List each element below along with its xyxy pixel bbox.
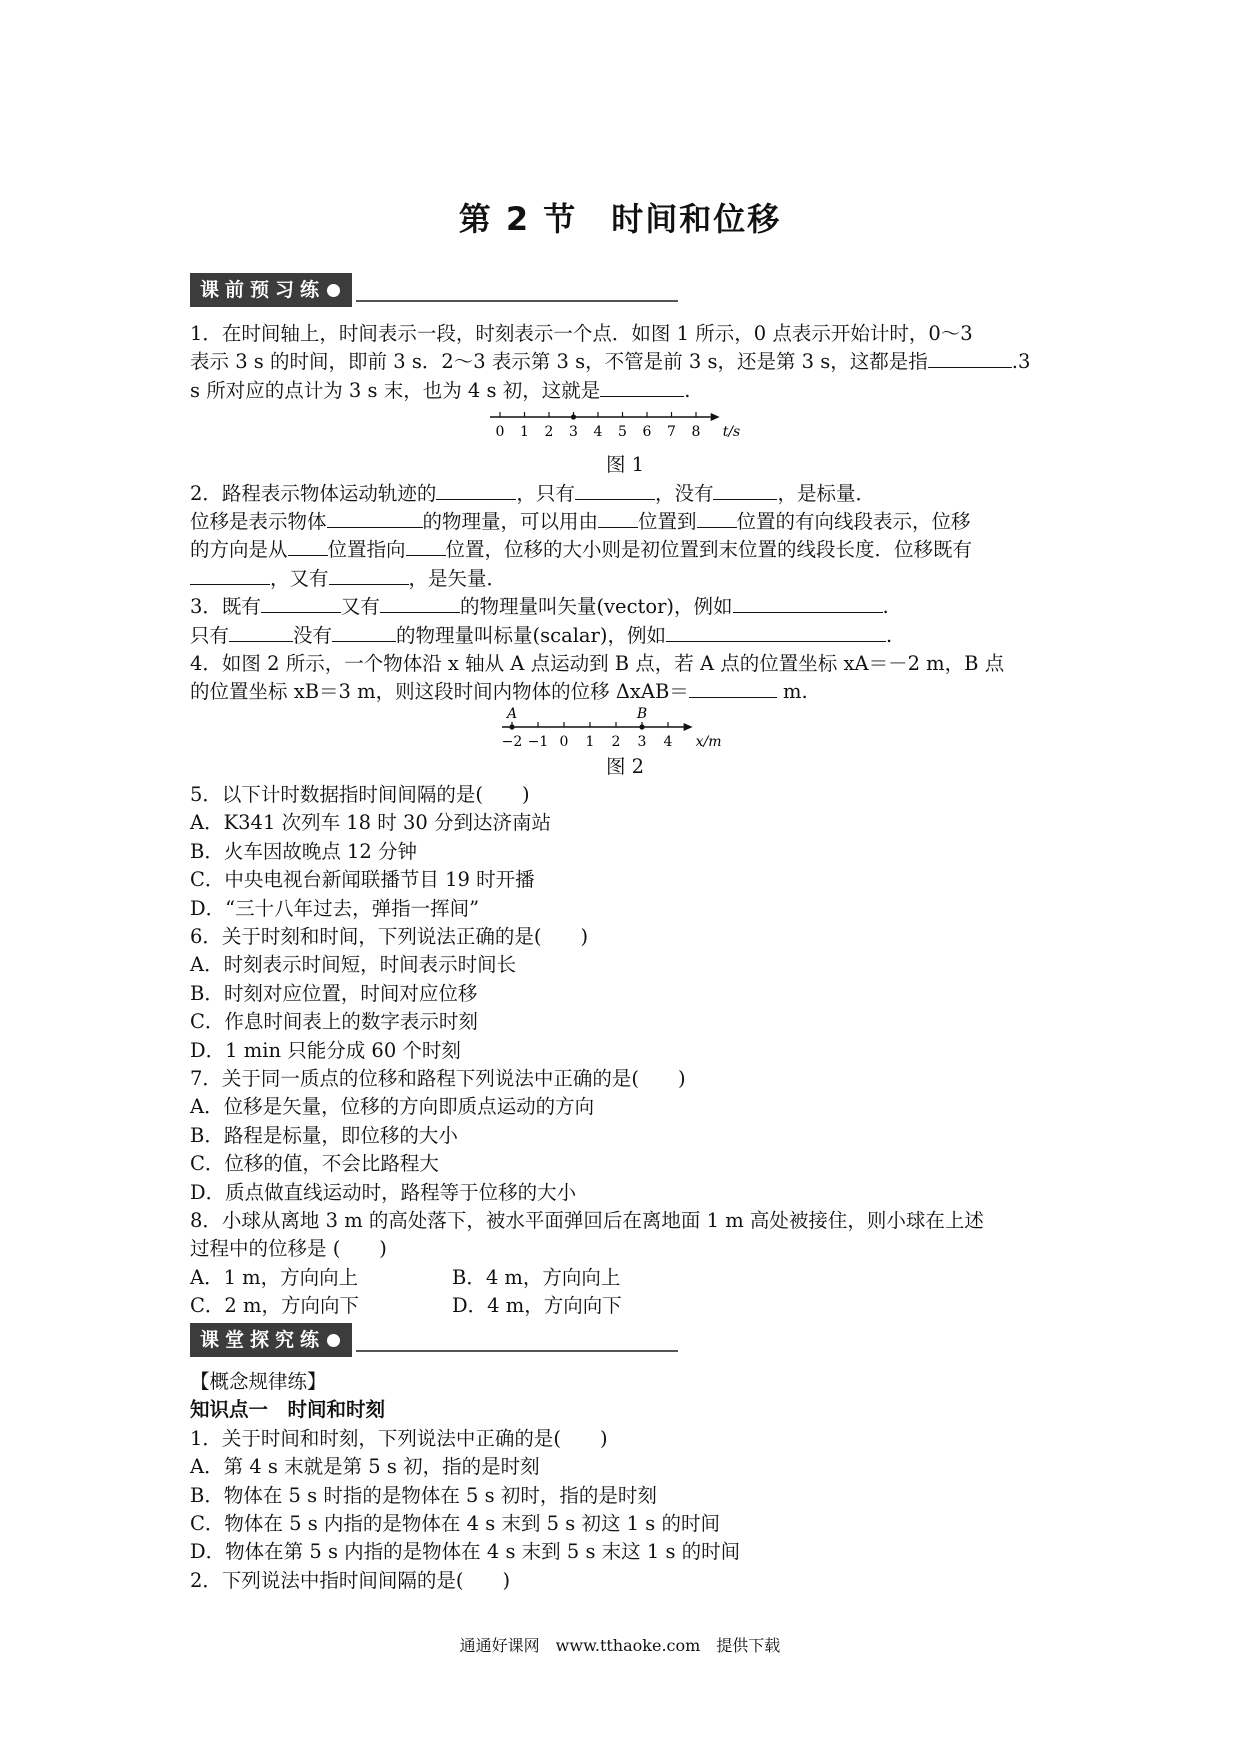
answer-blank — [327, 509, 423, 528]
question-8-options-row — [190, 1264, 1060, 1292]
tick-label: −2 — [501, 733, 523, 750]
section-rule — [356, 1350, 678, 1352]
class-question-1-option: D．物体在第 5 s 内指的是物体在 4 s 末到 5 s 末这 1 s 的时间 — [190, 1540, 741, 1564]
tick-label: 5 — [618, 424, 627, 441]
figure-2-caption: 图 2 — [605, 754, 645, 778]
question-7-option: D．质点做直线运动时，路程等于位移的大小 — [190, 1180, 577, 1204]
page-footer: 通通好课网 www.tthaoke.com 提供下载 — [459, 1636, 781, 1655]
question-2-line: ，又有 ，是矢量． — [190, 565, 1060, 593]
question-4-line: 的位置坐标 xB＝3 m，则这段时间内物体的位移 ΔxAB＝ m. — [190, 680, 808, 704]
answer-blank — [733, 594, 883, 613]
tick-label: 0 — [495, 424, 505, 441]
question-1-line: 表示 3 s 的时间，即前 3 s．2～3 表示第 3 s，不管是前 3 s，还是第 3 s，这都是指 .3 — [190, 350, 1031, 374]
answer-blank — [575, 481, 655, 500]
answer-blank — [288, 537, 328, 556]
answer-blank — [332, 623, 396, 642]
question-3-line: 3．既有 又有 的物理量叫矢量(vector)，例如 . — [190, 595, 889, 619]
question-8-option: D．4 m，方向向下 — [452, 1294, 622, 1318]
question-6-option: D．1 min 只能分成 60 个时刻 — [190, 1038, 461, 1062]
figure-1-caption: 图 1 — [605, 453, 645, 477]
question-8-option: B．4 m，方向向上 — [452, 1265, 621, 1289]
tick-label: 4 — [593, 424, 603, 441]
tick-label: 1 — [520, 424, 529, 441]
axis-arrow-icon — [711, 413, 720, 421]
answer-blank — [261, 594, 341, 613]
question-6-option: A．时刻表示时间短，时间表示时间长 — [190, 953, 517, 977]
answer-blank — [666, 623, 886, 642]
page-title: 第 2 节 时间和位移 — [458, 200, 782, 238]
answer-blank — [406, 537, 446, 556]
tick-label: 8 — [691, 424, 701, 441]
question-1-line: s 所对应的点计为 3 s 末，也为 4 s 初，这就是 . — [190, 378, 691, 402]
section-label: 课堂探究练 — [200, 1329, 326, 1351]
answer-blank — [436, 481, 516, 500]
question-5-option: A．K341 次列车 18 时 30 分到达济南站 — [190, 811, 551, 835]
tick-label: 7 — [667, 424, 676, 441]
question-6-option: C．作息时间表上的数字表示时刻 — [190, 1010, 478, 1034]
tick-label: 2 — [611, 733, 621, 750]
class-question-1-option: C．物体在 5 s 内指的是物体在 4 s 末到 5 s 初这 1 s 的时间 — [190, 1511, 720, 1535]
question-5-option: C．中央电视台新闻联播节目 19 时开播 — [190, 868, 535, 892]
figure-2-number-line — [190, 707, 1060, 753]
question-6-option: B．时刻对应位置，时间对应位移 — [190, 981, 478, 1005]
answer-blank — [600, 378, 684, 397]
tick-label: −1 — [527, 733, 549, 750]
class-question-1-option: A．第 4 s 末就是第 5 s 初，指的是时刻 — [190, 1455, 540, 1479]
axis-point — [639, 724, 644, 729]
answer-blank — [928, 349, 1012, 368]
class-question-1-option: B．物体在 5 s 时指的是物体在 5 s 初时，指的是时刻 — [190, 1483, 657, 1507]
point-label: B — [636, 706, 648, 722]
question-7-option: B．路程是标量，即位移的大小 — [190, 1123, 458, 1147]
axis-unit-label: x/m — [695, 733, 722, 750]
question-1-line: 1．在时间轴上，时间表示一段，时刻表示一个点．如图 1 所示，0 点表示开始计时，0～3 — [190, 322, 973, 345]
classroom-exercises — [190, 1368, 1060, 1595]
axis-point — [509, 724, 514, 729]
answer-blank — [329, 566, 409, 585]
topic-heading: 知识点一 时间和时刻 — [190, 1398, 386, 1422]
tick-label: 4 — [663, 733, 673, 750]
tick-label: 3 — [569, 424, 578, 441]
tick-label: 6 — [642, 424, 652, 441]
figure-1-timeline — [190, 405, 1060, 451]
answer-blank — [689, 679, 777, 698]
section-header-classroom — [190, 1323, 678, 1357]
tick-label: 3 — [637, 733, 647, 750]
point-label: A — [506, 706, 518, 722]
question-2-line: 位移是表示物体 的物理量，可以用由 位置到 位置的有向线段表示，位移 — [190, 509, 971, 533]
section-rule — [356, 300, 678, 302]
preview-exercises — [190, 320, 1060, 1321]
axis-unit-label: t/s — [722, 424, 741, 441]
question-2-line: 2．路程表示物体运动轨迹的 ，只有 ，没有 ，是标量． — [190, 481, 875, 505]
question-3-line: 只有 没有 的物理量叫标量(scalar)，例如 . — [190, 623, 893, 647]
question-8-stem: 过程中的位移是 ( ) — [190, 1237, 387, 1261]
question-5-option: B．火车因故晚点 12 分钟 — [190, 839, 418, 863]
position-axis — [190, 707, 1060, 753]
answer-blank — [713, 481, 777, 500]
question-2-line: 的方向是从 位置指向 位置，位移的大小则是初位置到末位置的线段长度．位移既有 — [190, 538, 973, 562]
answer-blank — [598, 509, 638, 528]
bullet-dot-icon — [327, 284, 340, 297]
question-5-stem: 5．以下计时数据指时间间隔的是( ) — [190, 783, 530, 807]
tick-label: 0 — [559, 733, 569, 750]
question-7-option: A．位移是矢量，位移的方向即质点运动的方向 — [190, 1095, 595, 1119]
question-8-options-row — [190, 1292, 1060, 1320]
subsection-heading: 【概念规律练】 — [190, 1370, 327, 1393]
question-7-option: C．位移的值，不会比路程大 — [190, 1152, 439, 1176]
question-8-option: C．2 m，方向向下 — [190, 1294, 360, 1318]
class-question-1-stem: 1．关于时间和时刻，下列说法中正确的是( ) — [190, 1426, 608, 1450]
answer-blank — [380, 594, 460, 613]
tick-label: 2 — [544, 424, 554, 441]
question-7-stem: 7．关于同一质点的位移和路程下列说法中正确的是( ) — [190, 1066, 686, 1090]
section-label: 课前预习练 — [200, 279, 326, 301]
axis-point — [571, 415, 576, 420]
question-8-option: A．1 m，方向向上 — [190, 1265, 359, 1289]
answer-blank — [190, 566, 270, 585]
axis-arrow-icon — [684, 723, 693, 731]
class-question-2-stem: 2．下列说法中指时间间隔的是( ) — [190, 1568, 511, 1592]
section-header-preview — [190, 273, 678, 307]
question-8-stem: 8．小球从离地 3 m 的高处落下，被水平面弹回后在离地面 1 m 高处被接住，则小球在上述 — [190, 1208, 984, 1232]
question-6-stem: 6．关于时刻和时间，下列说法正确的是( ) — [190, 925, 589, 949]
bullet-dot-icon — [327, 1334, 340, 1347]
timeline-axis — [190, 405, 1060, 451]
tick-label: 1 — [585, 733, 595, 750]
answer-blank — [229, 623, 293, 642]
question-5-option: D．“三十八年过去，弹指一挥间” — [190, 896, 480, 920]
question-4-line: 4．如图 2 所示，一个物体沿 x 轴从 A 点运动到 B 点，若 A 点的位置坐标 xA＝－2 m，B 点 — [190, 651, 1005, 675]
answer-blank — [697, 509, 737, 528]
